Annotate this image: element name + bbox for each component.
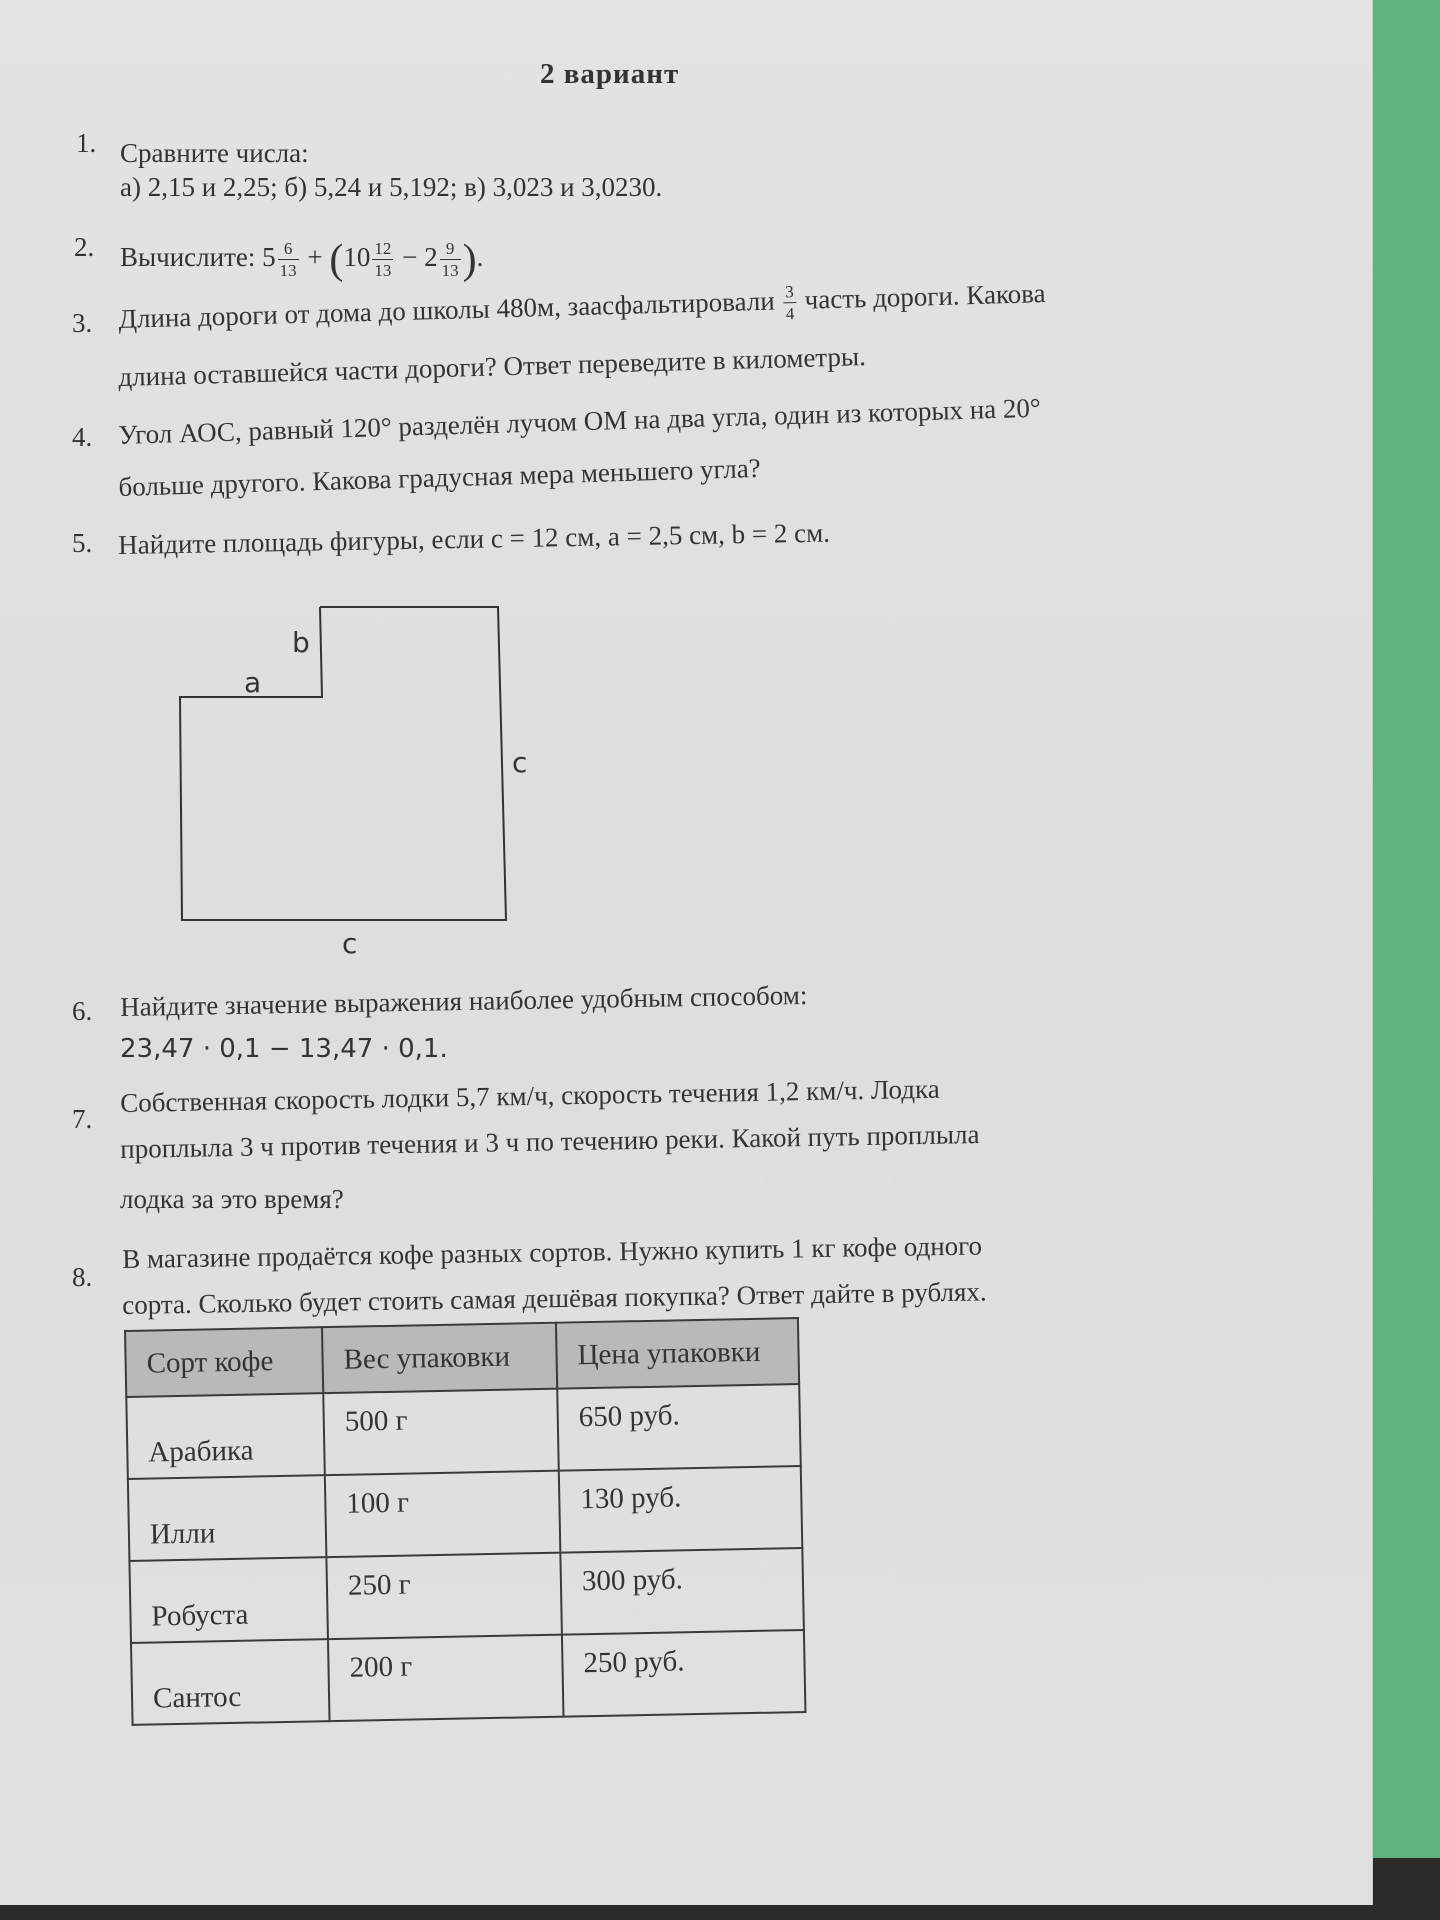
q7-line-3: лодка за это время? (120, 1184, 344, 1214)
figure-label-c-bottom: c (342, 927, 358, 960)
table-row (129, 1548, 803, 1643)
q3-line-2: длина оставшейся части дороги? Ответ переведите в километры. (118, 341, 867, 392)
q2-expression (120, 238, 483, 282)
cell-sort: Арабика (126, 1393, 325, 1479)
q2-close-paren: ) (462, 236, 477, 283)
q3-fraction: $\frac{3}{4}$ (783, 281, 797, 325)
q4-number: 4. (72, 422, 93, 452)
q2-plus: + (307, 241, 323, 272)
q2-whole-2: 10 (343, 241, 371, 272)
q1-text: Сравните числа: (120, 138, 309, 168)
cell-sort: Сантос (131, 1639, 330, 1725)
q7-line-1: Собственная скорость лодки 5,7 км/ч, скорость течения 1,2 км/ч. Лодка (120, 1073, 940, 1118)
q3-number: 3. (72, 308, 93, 338)
q7-line-2: проплыла 3 ч против течения и 3 ч по течению реки. Какой путь проплыла (120, 1119, 980, 1164)
header-weight: Вес упаковки (322, 1323, 557, 1393)
q6-number: 6. (72, 996, 93, 1026)
q6-expression: 23,47 · 0,1 − 13,47 · 0,1. (120, 1034, 448, 1064)
q2-minus: − (402, 241, 418, 272)
cell-sort: Робуста (129, 1557, 328, 1643)
header-price: Цена упаковки (556, 1318, 799, 1389)
figure-outline (180, 607, 506, 920)
table-row (126, 1384, 800, 1479)
cell-weight: 500 г (323, 1389, 559, 1475)
q2-open-paren: ( (329, 236, 344, 283)
q5-number: 5. (72, 528, 93, 558)
figure-diagram (170, 595, 550, 975)
q8-number: 8. (72, 1262, 93, 1292)
table-row (128, 1466, 802, 1561)
q8-line-2: сорта. Сколько будет стоить самая дешёвая покупка? Ответ дайте в рублях. (122, 1276, 987, 1320)
cell-price: 250 руб. (562, 1630, 806, 1717)
q6-line-1: Найдите значение выражения наиболее удобным способом: (120, 980, 808, 1022)
cell-price: 130 руб. (559, 1466, 803, 1553)
q4-line-1: Угол АОС, равный 120° разделён лучом ОМ на два угла, один из которых на 20° (118, 392, 1042, 450)
cell-sort: Илли (128, 1475, 327, 1561)
q2-whole-3: 2 (424, 241, 438, 272)
cell-weight: 100 г (325, 1471, 561, 1557)
coffee-table (124, 1317, 806, 1726)
q1-items: а) 2,15 и 2,25; б) 5,24 и 5,192; в) 3,023 и 3,0230. (120, 172, 663, 202)
q2-prefix: Вычислите: (120, 241, 263, 272)
q2-whole-1: 5 (262, 241, 276, 272)
cell-weight: 250 г (326, 1553, 562, 1639)
q2-fraction-2: $\frac{12}{13}$ (374, 239, 392, 281)
q2-number: 2. (74, 232, 95, 262)
q2-fraction-3: $\frac{9}{13}$ (441, 239, 459, 281)
q5-text: Найдите площадь фигуры, если c = 12 см, a = 2,5 см, b = 2 см. (118, 517, 831, 560)
q4-line-2: больше другого. Какова градусная мера меньшего угла? (118, 452, 762, 502)
q1-number: 1. (76, 128, 97, 158)
header-sort: Сорт кофе (125, 1327, 323, 1397)
figure-label-c-right: c (512, 746, 528, 779)
q8-line-1: В магазине продаётся кофе разных сортов. Нужно купить 1 кг кофе одного (122, 1230, 983, 1274)
cell-price: 650 руб. (557, 1384, 801, 1471)
figure-label-a: a (244, 666, 262, 699)
q3-line-1: Длина дороги от дома до школы 480м, заасфальтировали $\frac{3}{4}$ часть дороги. Какова (118, 278, 1046, 334)
cell-weight: 200 г (328, 1635, 564, 1721)
figure-label-b: b (292, 626, 310, 659)
page-title: 2 вариант (540, 58, 680, 90)
q2-period: . (476, 241, 484, 272)
q7-number: 7. (72, 1104, 93, 1134)
q2-fraction-1: $\frac{6}{13}$ (279, 239, 297, 281)
table-row (131, 1630, 805, 1725)
cell-price: 300 руб. (560, 1548, 804, 1635)
